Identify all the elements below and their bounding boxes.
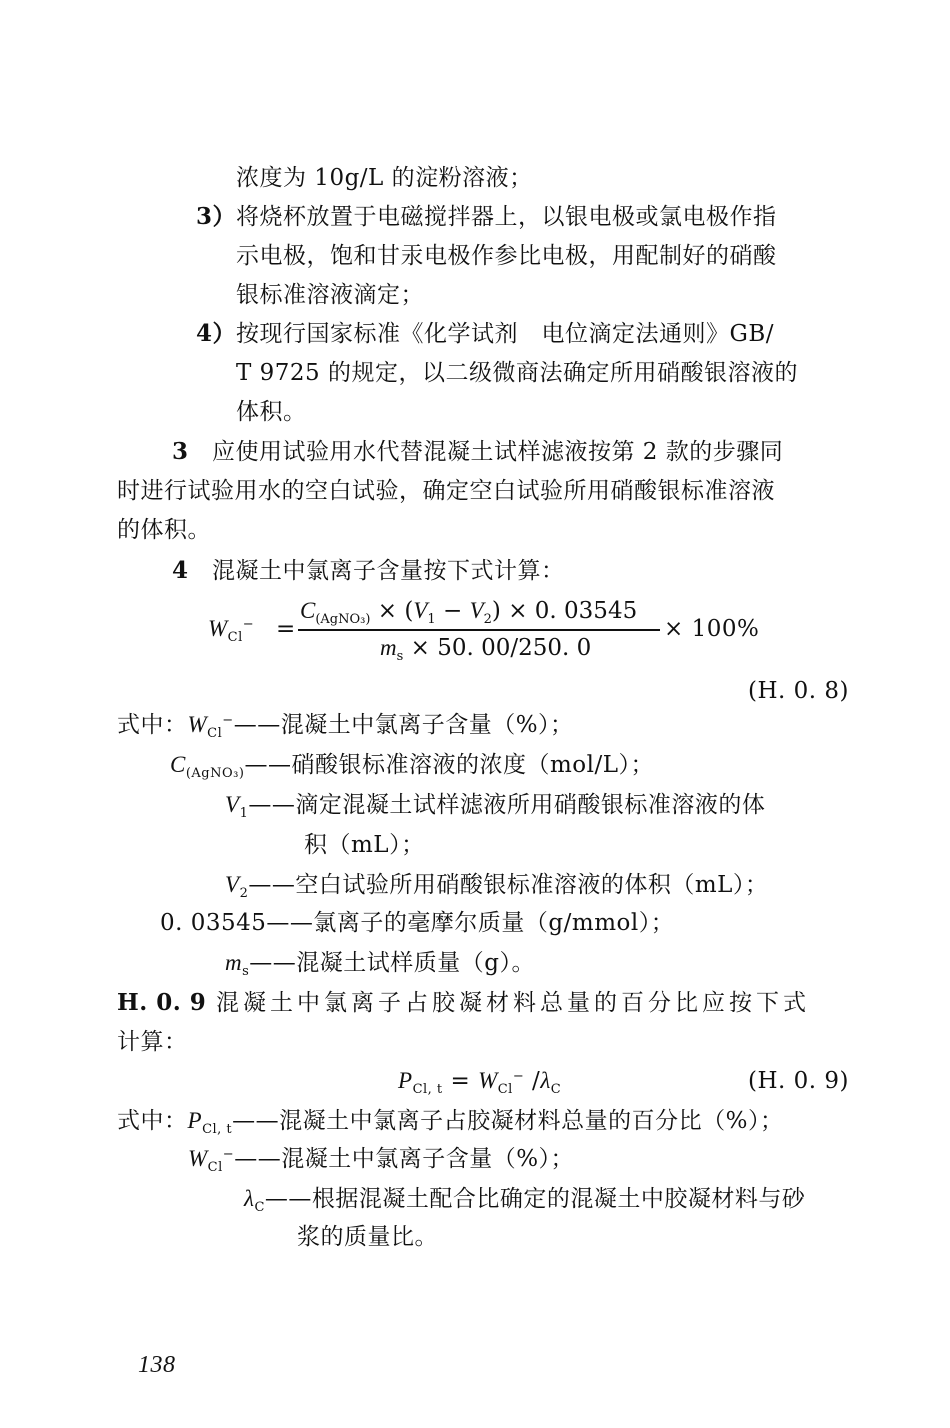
formula-tail: × 100% xyxy=(664,616,760,642)
item-number: 3） xyxy=(196,203,237,230)
text-line: 计算： xyxy=(117,1029,188,1055)
legend-entry: $\lambda_C——$根据混凝土配合比确定的混凝土中胶凝材料与砂 xyxy=(244,1186,806,1215)
text-line: 混凝土中氯离子占胶凝材料总量的百分比应按下式 xyxy=(216,990,810,1016)
legend-entry: $W_{Cl}^-——$混凝土中氯离子含量（%）； xyxy=(188,1146,575,1175)
text-line: 浓度为 10g/L 的淀粉溶液； xyxy=(236,165,533,191)
formula-label: (H. 0. 9) xyxy=(748,1068,850,1094)
legend-entry: 0. 03545——氯离子的毫摩尔质量（g/mmol）； xyxy=(160,910,675,936)
formula-label: (H. 0. 8) xyxy=(748,678,850,704)
text-line: 的体积。 xyxy=(117,517,211,543)
text-line: 体积。 xyxy=(236,399,307,425)
section-number: H. 0. 9 xyxy=(117,989,207,1016)
paragraph-number: 3 xyxy=(172,438,189,465)
text-line: 将烧杯放置于电磁搅拌器上，以银电极或氯电极作指 xyxy=(236,204,777,230)
text-line: 银标准溶液滴定； xyxy=(236,282,424,308)
legend-entry: $V_1——$滴定混凝土试样滤液所用硝酸银标准溶液的体 xyxy=(225,792,766,821)
legend-entry: 式中：$W_{Cl}^-——$混凝土中氯离子含量（%）； xyxy=(117,712,574,741)
text-line: T 9725 的规定，以二级微商法确定所用硝酸银溶液的 xyxy=(236,360,798,386)
formula-lhs: $W_{Cl}^-$ = xyxy=(208,616,296,645)
legend-entry: $V_2——$空白试验所用硝酸银标准溶液的体积（mL）； xyxy=(225,872,769,901)
text-line: 浆的质量比。 xyxy=(297,1224,438,1250)
legend-entry: $C_{(AgNO_3)}——$硝酸银标准溶液的浓度（mol/L）； xyxy=(170,752,654,781)
fraction-bar xyxy=(298,629,660,631)
formula-numerator: $C_{(AgNO_3)} \times (V_1 - V_2) \times 0$. 03545 xyxy=(300,598,638,627)
text-line: 示电极，饱和甘汞电极作参比电极，用配制好的硝酸 xyxy=(236,243,777,269)
legend-entry: $m_s——$混凝土试样质量（g）。 xyxy=(225,950,536,979)
formula-denominator: $m_s \times 50$. 00/250. 0 xyxy=(380,635,592,664)
text-line: 混凝土中氯离子含量按下式计算： xyxy=(212,558,565,584)
legend-entry: 式中：$P_{Cl, t}——$混凝土中氯离子占胶凝材料总量的百分比（%）； xyxy=(117,1108,784,1137)
page-number: 138 xyxy=(138,1352,176,1378)
formula-h09: $P_{Cl, t} = W_{Cl}^-$ $/\lambda_C$ xyxy=(398,1068,562,1097)
text-line: 积（mL）； xyxy=(304,832,425,858)
item-number: 4） xyxy=(196,320,237,347)
text-line: 时进行试验用水的空白试验，确定空白试验所用硝酸银标准溶液 xyxy=(117,478,775,504)
text-line: 按现行国家标准《化学试剂 电位滴定法通则》GB/ xyxy=(236,321,775,347)
text-line: 应使用试验用水代替混凝土试样滤液按第 2 款的步骤同 xyxy=(212,439,784,465)
paragraph-number: 4 xyxy=(172,557,189,584)
